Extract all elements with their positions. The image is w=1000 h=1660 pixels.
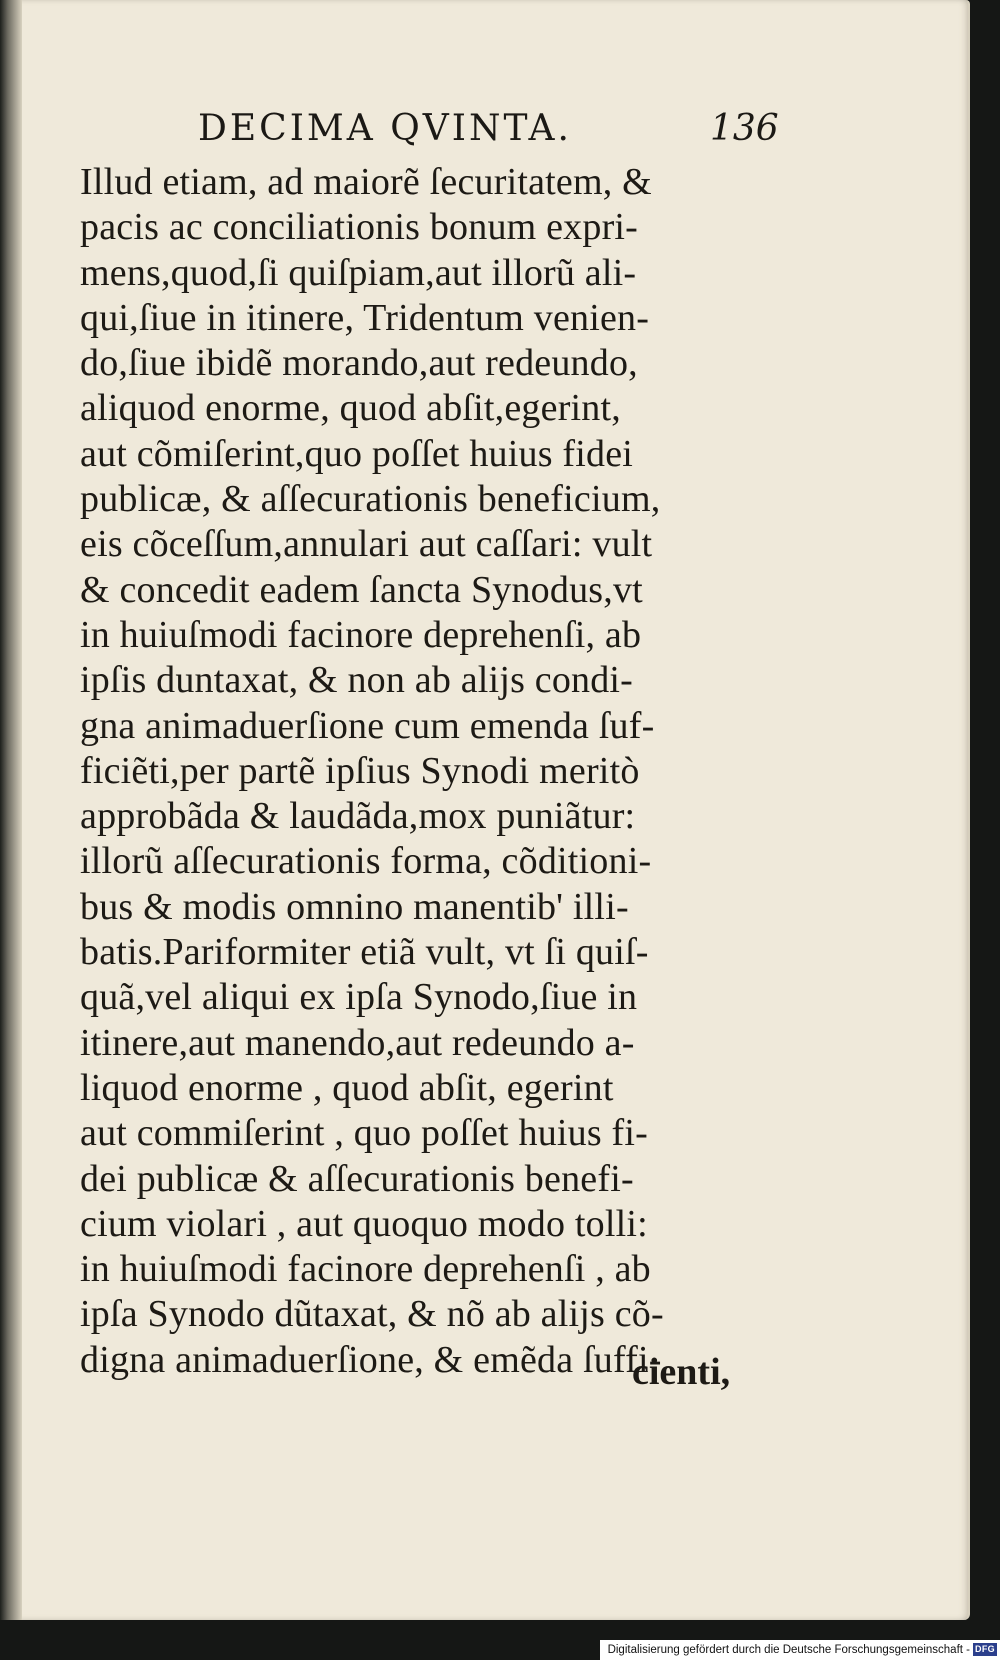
text-line: ficiẽti,per partẽ ipſius Synodi meritò xyxy=(80,749,640,792)
text-line: in huiuſmodi facinore deprehenſi, ab xyxy=(80,613,642,656)
text-line: mens,quod,ſi quiſpiam,aut illorũ ali- xyxy=(80,251,637,294)
text-line: in huiuſmodi facinore deprehenſi , ab xyxy=(80,1248,651,1291)
text-line: Illud etiam, ad maiorẽ ſecuritatem, & xyxy=(80,161,652,203)
text-line: aut commiſerint , quo poſſet huius fi- xyxy=(80,1112,649,1155)
text-line: bus & modis omnino manentib' illi- xyxy=(80,885,629,928)
catchword: cienti, xyxy=(632,1351,731,1393)
text-line: aut cõmiſerint,quo poſſet huius fidei xyxy=(80,432,634,475)
text-line: digna animaduerſione, & emẽda ſuffi- xyxy=(80,1338,662,1381)
text-line: aliquod enorme, quod abſit,egerint, xyxy=(80,387,621,430)
text-line: gna animaduerſione cum emenda ſuf- xyxy=(80,704,655,747)
dfg-logo-icon: DFG xyxy=(973,1643,997,1656)
page-number: 136 xyxy=(710,108,779,149)
text-line: itinere,aut manendo,aut redeundo a- xyxy=(80,1021,635,1064)
text-line: ipſis duntaxat, & non ab alijs condi- xyxy=(80,659,634,702)
text-line: cium violari , aut quoquo modo tolli: xyxy=(80,1202,648,1245)
funding-credit: Digitalisierung gefördert durch die Deutsche Forschungsgemeinschaft - xyxy=(607,1644,970,1656)
text-line: batis.Pariformiter etiã vult, vt ſi quiſ- xyxy=(80,931,649,974)
body-text xyxy=(80,160,780,1383)
text-line: do,ſiue ibidẽ morando,aut redeundo, xyxy=(80,342,638,385)
text-line: ipſa Synodo dũtaxat, & nõ ab alijs cõ- xyxy=(80,1293,664,1336)
text-line: dei publicæ & aſſecurationis benefi- xyxy=(80,1157,634,1200)
text-line: qui,ſiue in itinere, Tridentum venien- xyxy=(80,296,650,339)
text-line: liquod enorme , quod abſit, egerint xyxy=(80,1066,614,1109)
text-line: pacis ac conciliationis bonum expri- xyxy=(80,206,639,249)
text-line: quã,vel aliqui ex ipſa Synodo,ſiue in xyxy=(80,976,638,1019)
page-header xyxy=(198,107,798,151)
text-line: & concedit eadem ſancta Synodus,vt xyxy=(80,568,643,611)
running-head: DECIMA QVINTA. xyxy=(198,108,572,149)
text-line: eis cõceſſum,annulari aut caſſari: vult xyxy=(80,523,653,566)
text-line: approbãda & laudãda,mox puniãtur: xyxy=(80,795,636,838)
text-line: publicæ, & aſſecurationis beneficium, xyxy=(80,478,661,521)
text-line: illorũ aſſecurationis forma, cõditioni- xyxy=(80,840,652,883)
